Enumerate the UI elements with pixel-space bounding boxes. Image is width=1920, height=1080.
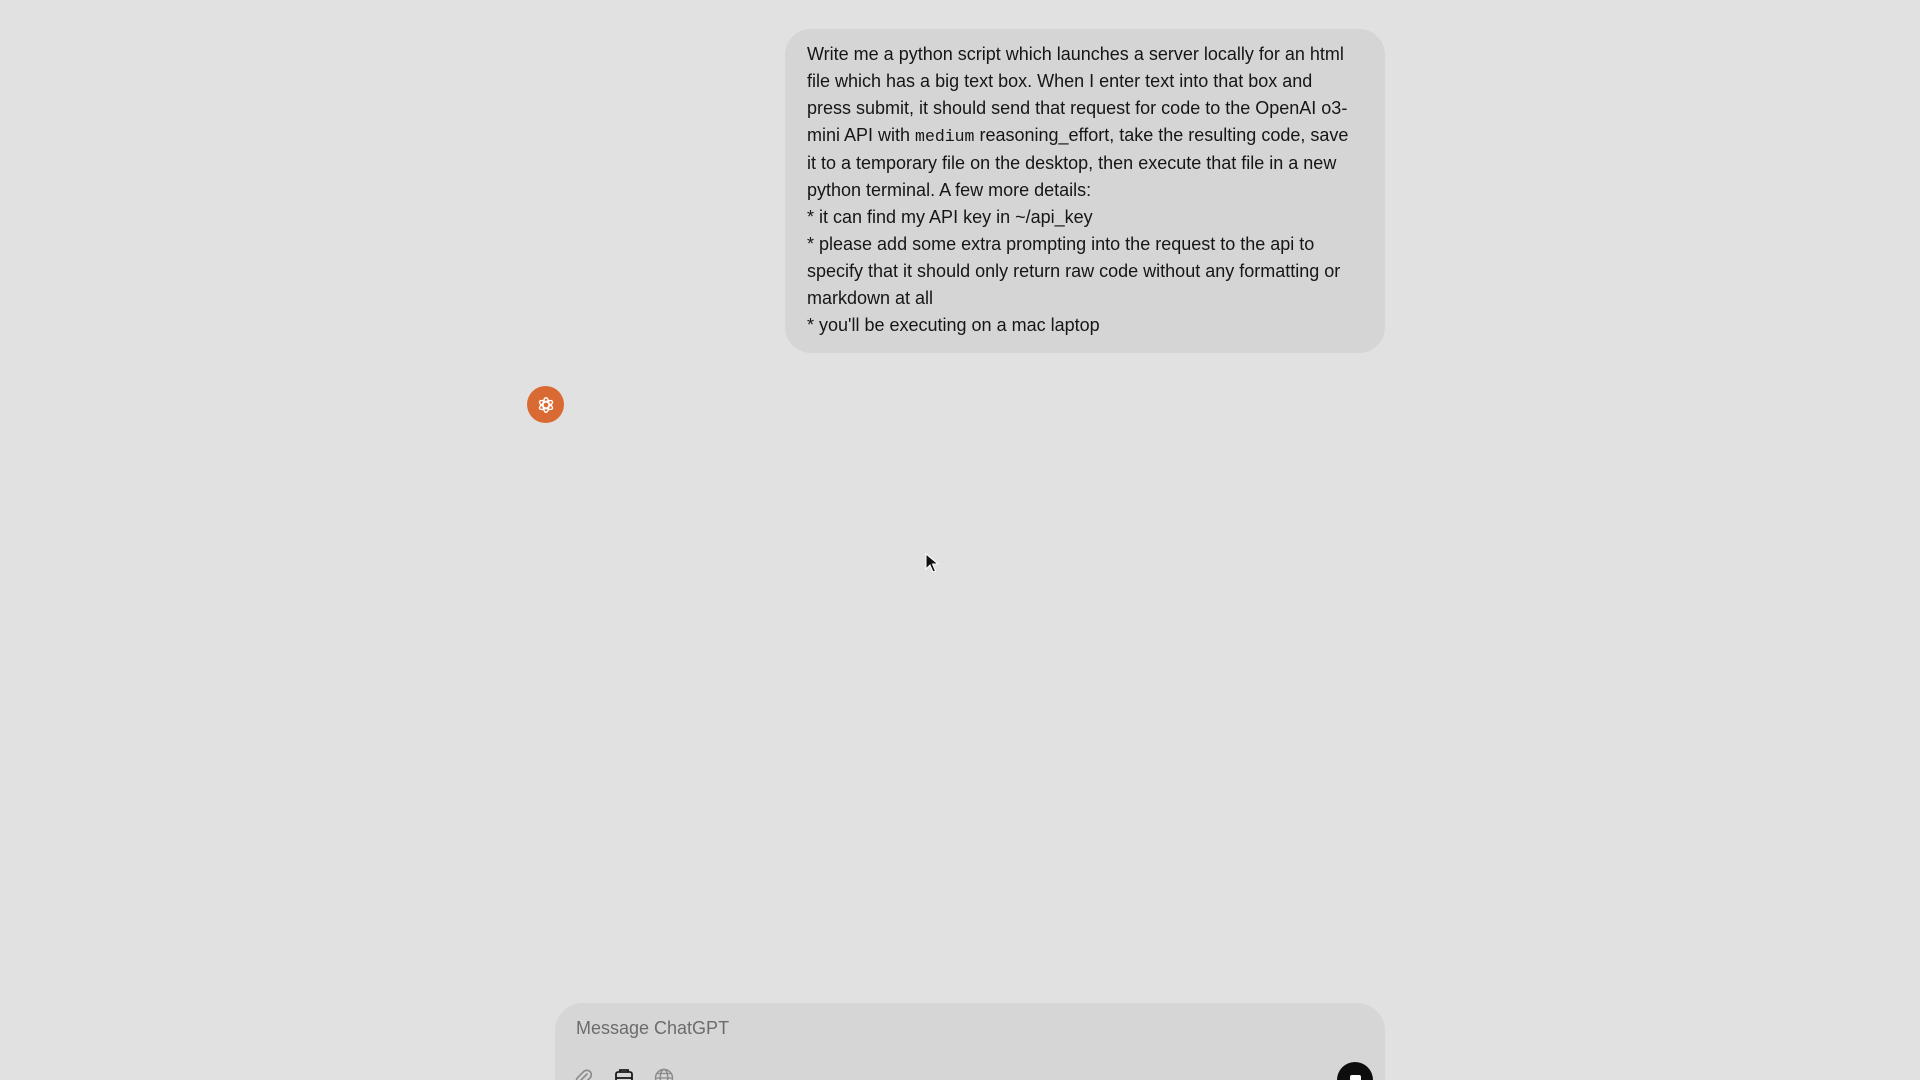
message-line: python terminal. A few more details:	[807, 180, 1092, 200]
stop-icon	[1350, 1075, 1361, 1080]
message-line: it to a temporary file on the desktop, then execute that file in a new	[807, 153, 1337, 173]
message-composer	[555, 1003, 1385, 1080]
message-line: * it can find my API key in ~/api_key	[807, 207, 1093, 227]
message-line	[807, 122, 1363, 150]
user-message-bubble	[785, 29, 1385, 353]
message-text: reasoning_effort, take the resulting code, save	[974, 125, 1349, 145]
tools-icon[interactable]	[612, 1066, 636, 1080]
message-line: Write me a python script which launches a server locally for an html	[807, 44, 1344, 64]
globe-icon[interactable]	[652, 1066, 676, 1080]
message-line: specify that it should only return raw code without any formatting or	[807, 261, 1341, 281]
message-line: markdown at all	[807, 288, 934, 308]
message-input[interactable]	[574, 1017, 1278, 1040]
message-line: * please add some extra prompting into the request to the api to	[807, 234, 1315, 254]
inline-code: medium	[915, 127, 975, 146]
message-line: file which has a big text box. When I enter text into that box and	[807, 71, 1313, 91]
assistant-avatar	[527, 386, 564, 423]
message-line: * you'll be executing on a mac laptop	[807, 315, 1100, 335]
paperclip-icon[interactable]	[572, 1066, 596, 1080]
message-text: mini API with	[807, 125, 916, 145]
openai-logo-icon	[535, 394, 557, 416]
mouse-cursor-icon	[925, 553, 939, 573]
message-line: press submit, it should send that request for code to the OpenAI o3-	[807, 98, 1348, 118]
